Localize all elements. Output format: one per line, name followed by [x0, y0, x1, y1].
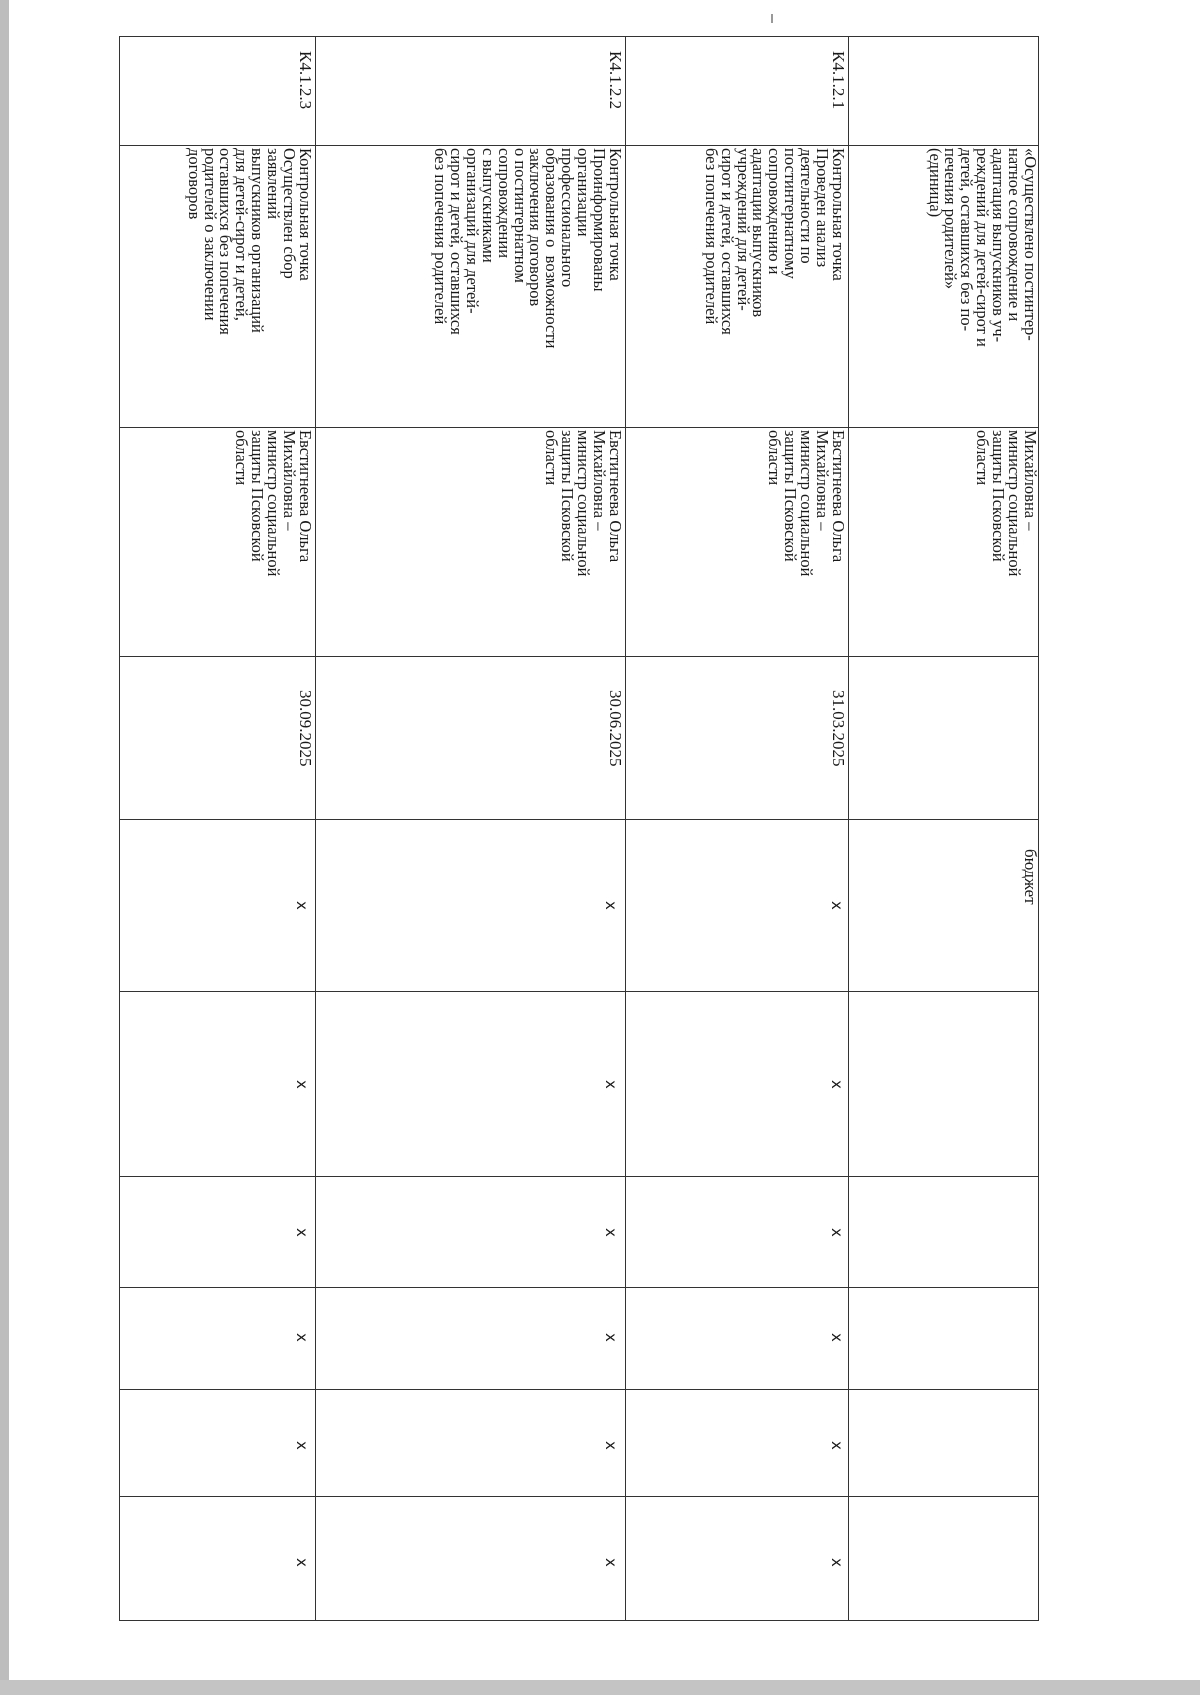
x-mark: x — [292, 1080, 311, 1089]
x-mark: x — [827, 1333, 846, 1342]
table-cell-description — [120, 145, 315, 427]
rotated-table — [119, 36, 1039, 1621]
x-mark: x — [827, 1228, 846, 1237]
description-text: Контрольная точка Проинформированы организации профессионального образования о возможности заключения договоров о постинтернатном сопровождении с выпускниками организаций для детей- сирот и детей, оставшихся без попечения родителей — [431, 148, 625, 349]
x-mark: x — [827, 1441, 846, 1450]
description-text: «Осуществлено постинтер- натное сопровождение и адаптация выпускников уч- реждений для детей-сирот и детей, оставшихся без по- печения родителей» (единица) — [925, 148, 1040, 347]
x-mark: x — [827, 1080, 846, 1089]
table-cell-code — [625, 37, 848, 145]
column-divider — [120, 1176, 1038, 1177]
x-mark: x — [601, 901, 620, 910]
table-cell-description — [625, 145, 848, 427]
responsible-text: Михайловна – министр социальной защиты Псковской области — [973, 430, 1040, 577]
deadline-date: 30.09.2025 — [296, 690, 315, 767]
table-cell-responsible — [625, 427, 848, 656]
x-mark: x — [292, 1228, 311, 1237]
source-text: бюджет — [1021, 849, 1040, 905]
responsible-text: Евстигнеева Ольга Михайловна – министр социальной защиты Псковской области — [765, 430, 848, 577]
table-cell-responsible — [848, 427, 1040, 656]
table-cell-description — [315, 145, 625, 427]
responsible-text: Евстигнеева Ольга Михайловна – министр социальной защиты Псковской области — [232, 430, 315, 577]
table-cell-code — [315, 37, 625, 145]
description-text: Контрольная точка Осуществлен сбор заявлений выпускников организаций для детей-сирот и детей, оставшихся без попечения родителей о заключении договоров — [184, 148, 315, 335]
x-mark: x — [601, 1558, 620, 1567]
x-mark: x — [601, 1228, 620, 1237]
x-mark: x — [601, 1441, 620, 1450]
table-cell-date — [120, 656, 315, 819]
column-divider — [120, 1287, 1038, 1288]
x-mark: x — [292, 1441, 311, 1450]
deadline-date: 30.06.2025 — [606, 690, 625, 767]
table-cell-responsible — [315, 427, 625, 656]
column-divider — [120, 1389, 1038, 1390]
x-mark: x — [292, 1333, 311, 1342]
table-cell-source — [848, 819, 1040, 991]
x-mark: x — [292, 1558, 311, 1567]
deadline-date: 31.03.2025 — [829, 690, 848, 767]
table-cell-responsible — [120, 427, 315, 656]
x-mark: x — [601, 1333, 620, 1342]
scan-bottom-edge — [0, 1680, 1200, 1695]
control-point-code: К4.1.2.1 — [829, 51, 848, 110]
column-divider — [120, 1496, 1038, 1497]
column-divider — [120, 991, 1038, 992]
table-cell-code — [120, 37, 315, 145]
x-mark: x — [601, 1080, 620, 1089]
table-cell-date — [315, 656, 625, 819]
table-cell-date — [625, 656, 848, 819]
description-text: Контрольная точка Проведен анализ деятельности по постинтернатному сопровождению и адаптации выпускников учреждений для детей- сирот и детей, оставшихся без попечения родителей — [701, 148, 848, 335]
control-point-code: К4.1.2.2 — [606, 51, 625, 110]
x-mark: x — [827, 1558, 846, 1567]
x-mark: x — [827, 901, 846, 910]
responsible-text: Евстигнеева Ольга Михайловна – министр социальной защиты Псковской области — [542, 430, 625, 577]
control-point-code: К4.1.2.3 — [296, 51, 315, 110]
scan-speck — [771, 14, 773, 23]
x-mark: x — [292, 901, 311, 910]
document-page — [9, 0, 1200, 1680]
table-cell-description — [848, 145, 1040, 427]
